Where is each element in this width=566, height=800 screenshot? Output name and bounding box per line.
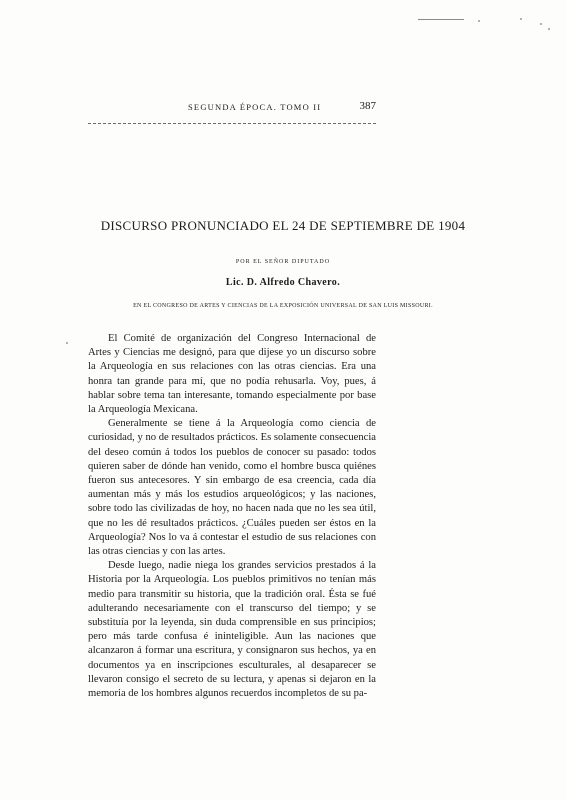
paragraph-1: El Comité de organización del Congreso Internacional de Artes y Ciencias me designó, para que dijese yo un discurso sobre la Arqueología en sus relaciones con las otras ciencias. Era una honra tan grande para mí, que no podía rehusarla. Voy, pues, á hablar sobre tema tan interesante, tomando especialmente por base la Arqueología Mexicana.: [88, 333, 376, 416]
paragraph-2: Generalmente se tiene á la Arqueología como ciencia de curiosidad, y no de resultados prácticos. Es solamente consecuencia del deseo común á todos los pueblos de conocer su pasado: todos quieren saber de dónde han venido, como el hombre busca quiénes fueron sus antecesores. Y sin embargo de esa creencia, cada día aumentan más y más los estudios arqueológicos; y las naciones, sobre todo las civilizadas de hoy, no hacen nada que no les sea útil, que no les dé resultados prácticos. ¿Cuáles pueden ser éstos en la Arqueología? Nos lo va á contestar el estudio de sus relaciones con las otras ciencias y con las artes.: [88, 418, 376, 558]
speech-title: DISCURSO PRONUNCIADO EL 24 DE SEPTIEMBRE DE 1904: [100, 218, 466, 233]
scan-artifact: [418, 19, 464, 20]
running-head: SEGUNDA ÉPOCA. TOMO II: [188, 102, 322, 112]
scan-speck: [540, 23, 542, 25]
page-header: [88, 102, 376, 116]
scan-speck: [66, 342, 68, 344]
venue-line: EN EL CONGRESO DE ARTES Y CIENCIAS DE LA EXPOSICIÓN UNIVERSAL DE SAN LUIS MISSOURI.: [133, 303, 433, 309]
byline-intro: POR EL SEÑOR DIPUTADO: [235, 259, 331, 265]
scan-speck: [520, 18, 522, 20]
scan-speck: [548, 28, 550, 30]
page-number: 387: [359, 100, 376, 112]
header-rule: [88, 123, 376, 124]
body-text: [88, 332, 376, 701]
paragraph-3: Desde luego, nadie niega los grandes servicios prestados á la Historia por la Arqueología. Los pueblos primitivos no tenían más medio para transmitir su historia, que la tradición oral. Ésta se fué adulterando necesariamente con el transcurso del tiempo; y se substituía por la leyenda, sin duda comprensible en sus principios; pero más tarde confusa é ininteligible. Aun las naciones que alcanzaron á formar una escritura, y consignaron sus hechos, ya en documentos ya en inscripciones esculturales, al desaparecer se llevaron consigo el secreto de su lectura, y apenas si dejaron en la memoria de los hombres algunos recuerdos incompletos de su pa-: [88, 560, 376, 700]
scan-speck: [478, 20, 480, 22]
author-name: Lic. D. Alfredo Chavero.: [225, 277, 341, 288]
